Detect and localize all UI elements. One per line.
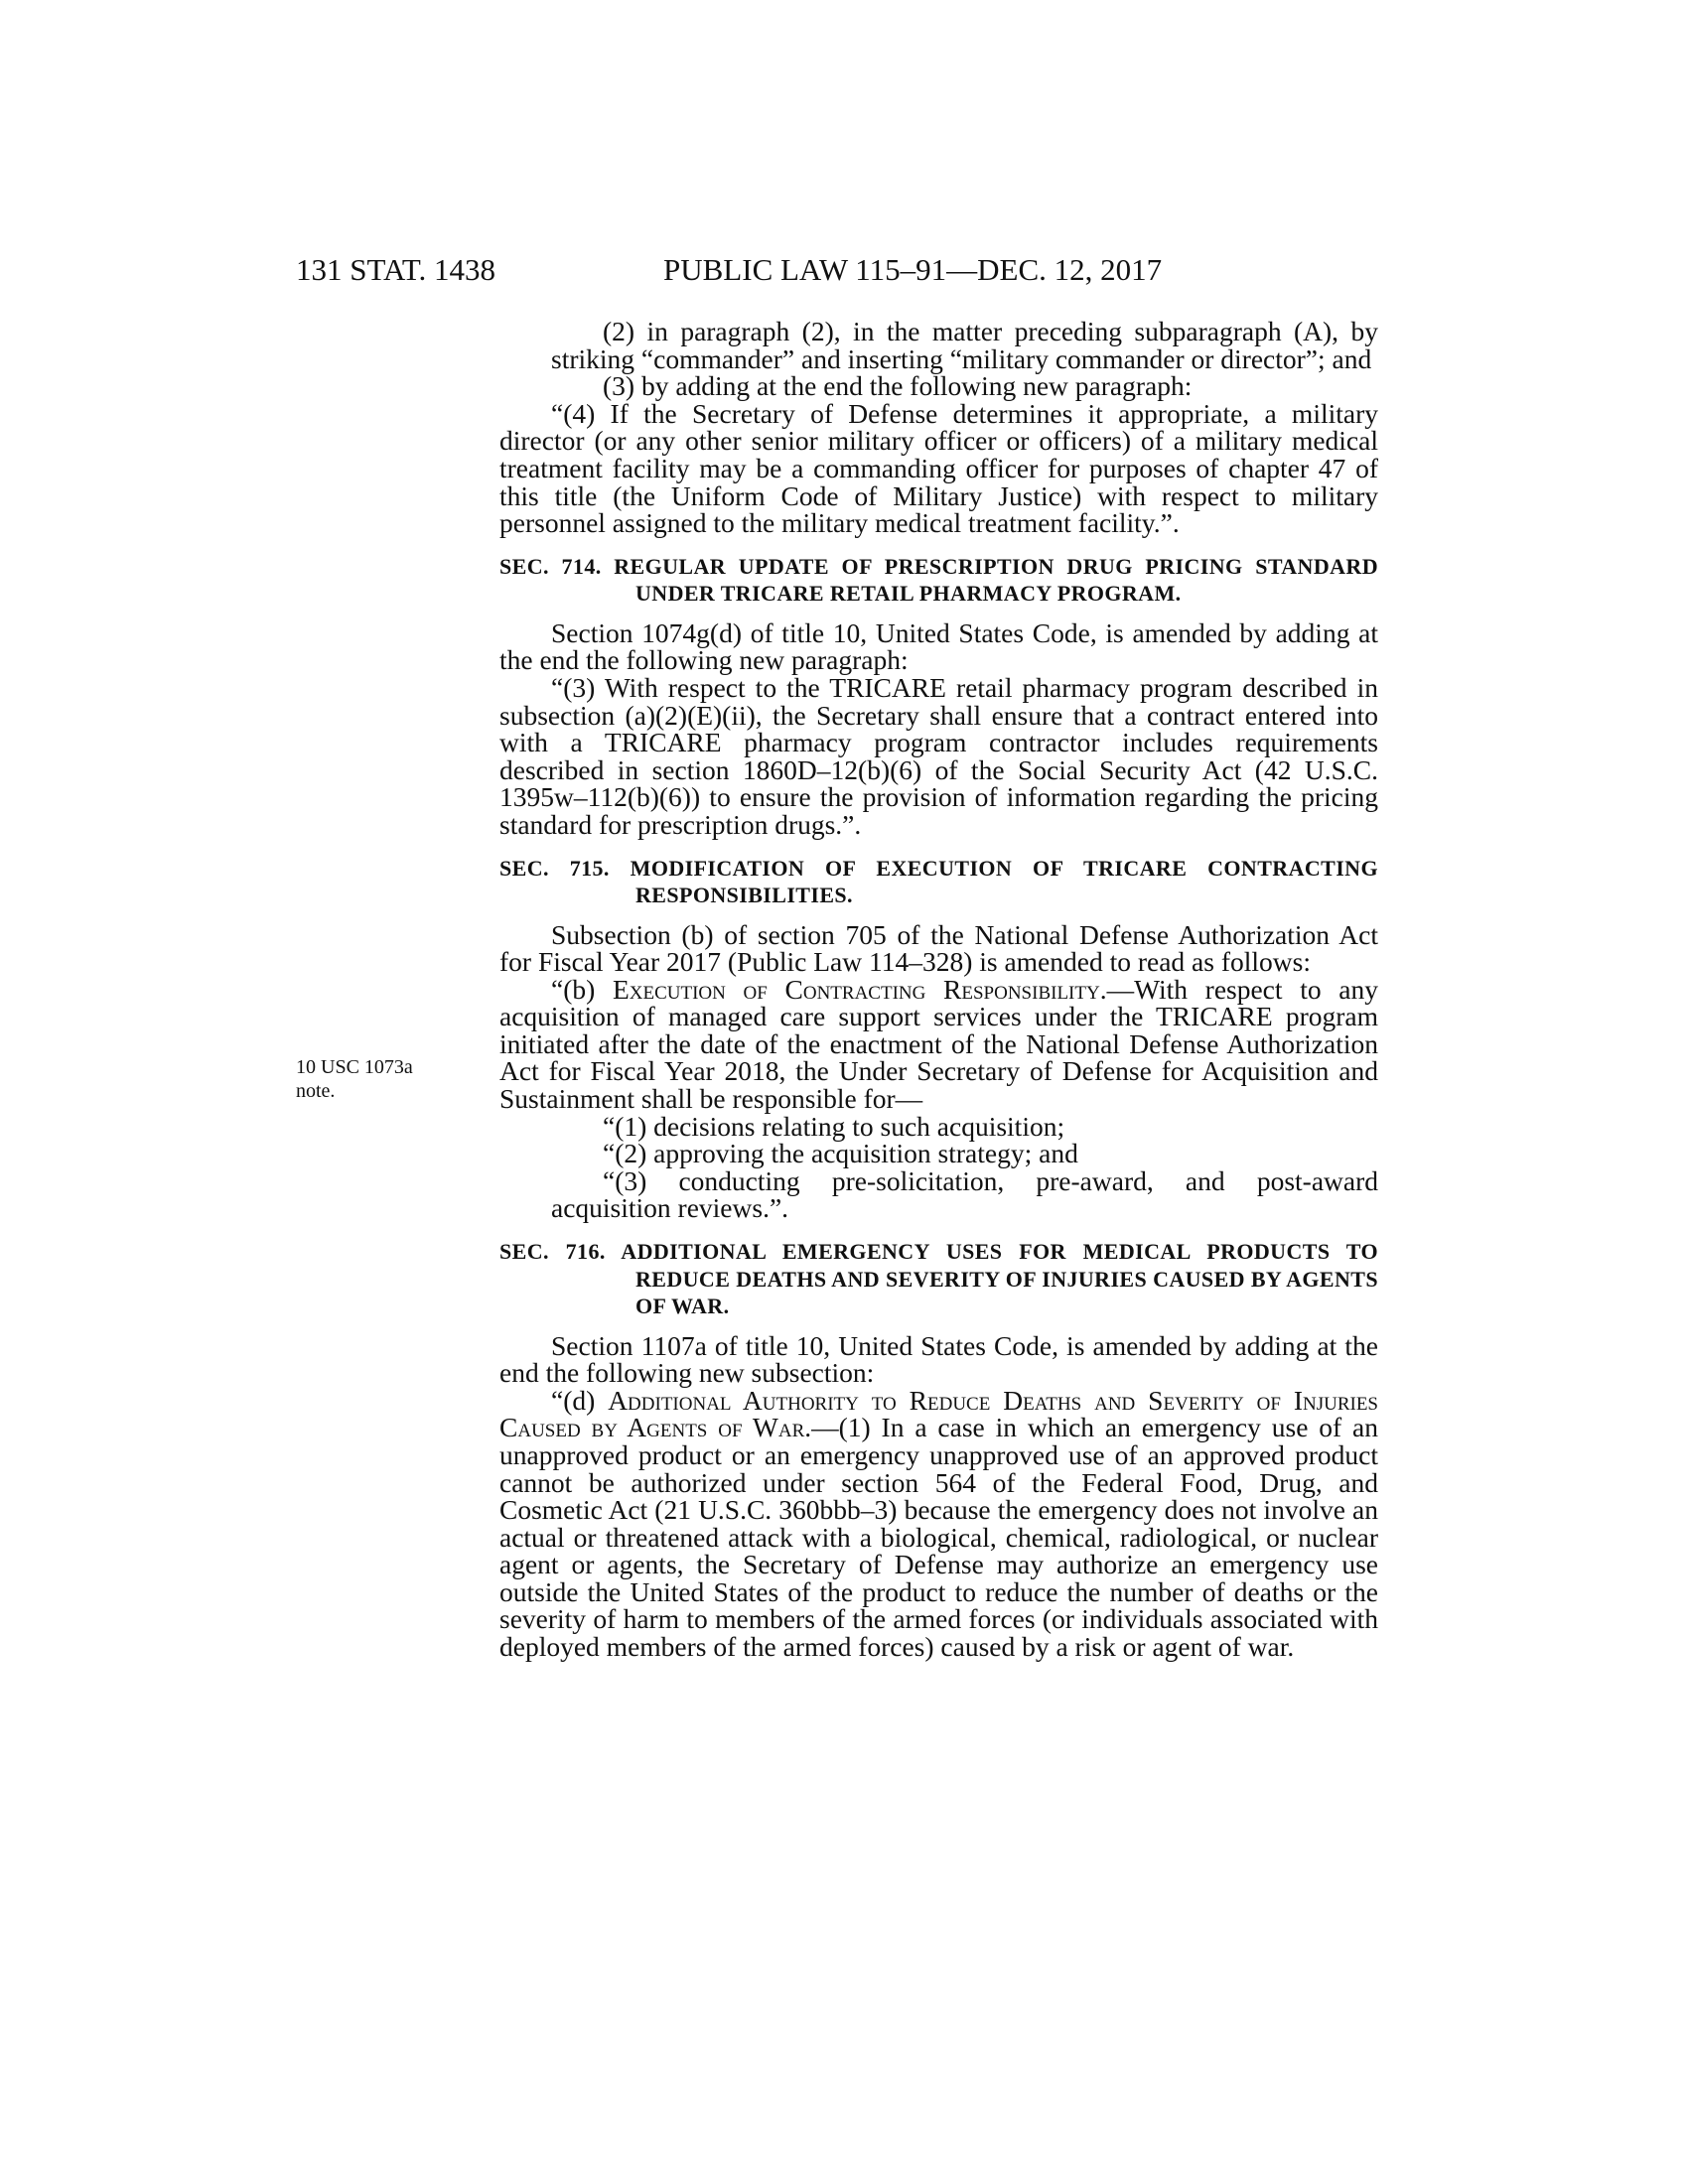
section-715-heading: SEC. 715. MODIFICATION OF EXECUTION OF TRICARE CONTRACTING RESPONSIBILITIES. xyxy=(499,855,1378,907)
list-item: “(2) approving the acquisition strategy; and xyxy=(603,1138,1078,1169)
page-number: 131 STAT. 1438 xyxy=(296,252,496,287)
running-head: PUBLIC LAW 115–91—DEC. 12, 2017 xyxy=(663,252,1163,287)
margin-note-suffix: note. xyxy=(296,1080,336,1102)
list-item: “(3) conducting pre-solicitation, pre-award, and post-award acquisition reviews.”. xyxy=(551,1164,1378,1224)
section-715-quoted-b xyxy=(499,973,1378,1115)
paragraph-quoted-4: “(4) If the Secretary of Defense determines it appropriate, a military director (or any other senior military officer or officers) of a military medical treatment facility may be a commanding officer for purposes of chapter 47 of this title (the Uniform Code of Military Justice) with respect to military personnel assigned to the military medical treatment facility.”. xyxy=(499,397,1378,539)
section-714-heading: SEC. 714. REGULAR UPDATE OF PRESCRIPTION DRUG PRICING STANDARD UNDER TRICARE RETAIL PHARMACY PROGRAM. xyxy=(499,553,1378,607)
list-item: “(1) decisions relating to such acquisition; xyxy=(603,1110,1065,1142)
section-716-quoted-d xyxy=(499,1384,1378,1663)
section-715-intro: Subsection (b) of section 705 of the National Defense Authorization Act for Fiscal Year 2017 (Public Law 114–328) is amended to read as follows: xyxy=(499,918,1378,978)
section-714-intro: Section 1074g(d) of title 10, United States Code, is amended by adding at the end the following new paragraph: xyxy=(499,616,1378,676)
section-716-intro: Section 1107a of title 10, United States Code, is amended by adding at the end the following new subsection: xyxy=(499,1329,1378,1389)
quoted-d-caption: Additional Authority to Reduce Deaths and Severity of Injuries Caused by Agents of War xyxy=(499,1384,1378,1443)
section-716-heading: SEC. 716. ADDITIONAL EMERGENCY USES FOR MEDICAL PRODUCTS TO REDUCE DEATHS AND SEVERITY OF INJURIES CAUSED BY AGENTS OF WAR. xyxy=(499,1239,1378,1319)
quoted-d-lead: “(d) xyxy=(551,1384,609,1416)
quoted-b-lead: “(b) xyxy=(551,973,613,1005)
page-header xyxy=(296,250,1378,290)
paragraph-amendment-3: (3) by adding at the end the following new paragraph: xyxy=(603,370,1193,402)
margin-note-citation: 10 USC 1073a xyxy=(296,1056,413,1078)
quoted-d-text: .—(1) In a case in which an emergency use of an unapproved product or an emergency unapproved use of an approved product cannot be authorized under section 564 of the Federal Food, Drug, and Cosmetic Act (21 U.S.C. 360bbb–3) because the emergency does not involve an actual or threatened attack with a biological, chemical, radiological, or nuclear agent or agents, the Secretary of Defense may authorize an emergency use outside the United States of the product to reduce the number of deaths or the severity of harm to members of the armed forces (or individuals associated with deployed members of the armed forces) caused by a risk or agent of war. xyxy=(499,1412,1378,1663)
section-714-quoted-3: “(3) With respect to the TRICARE retail pharmacy program described in subsection (a)(2)(E)(ii), the Secretary shall ensure that a contract entered into with a TRICARE pharmacy program contractor includes requirements described in section 1860D–12(b)(6) of the Social Security Act (42 U.S.C. 1395w–112(b)(6)) to ensure the provision of information regarding the pricing standard for prescription drugs.”. xyxy=(499,671,1378,840)
quoted-b-text: .—With respect to any acquisition of managed care support services under the TRICARE program initiated after the date of the enactment of the National Defense Authorization Act for Fiscal Year 2018, the Under Secretary of Defense for Acquisition and Sustainment shall be responsible for— xyxy=(499,973,1378,1115)
document-body xyxy=(499,318,1378,1661)
margin-note xyxy=(296,1055,475,1103)
paragraph-amendment-2: (2) in paragraph (2), in the matter preceding subparagraph (A), by striking “commander” and inserting “military commander or director”; and xyxy=(551,316,1378,374)
quoted-b-caption: Execution of Contracting Responsibility xyxy=(612,973,1100,1005)
